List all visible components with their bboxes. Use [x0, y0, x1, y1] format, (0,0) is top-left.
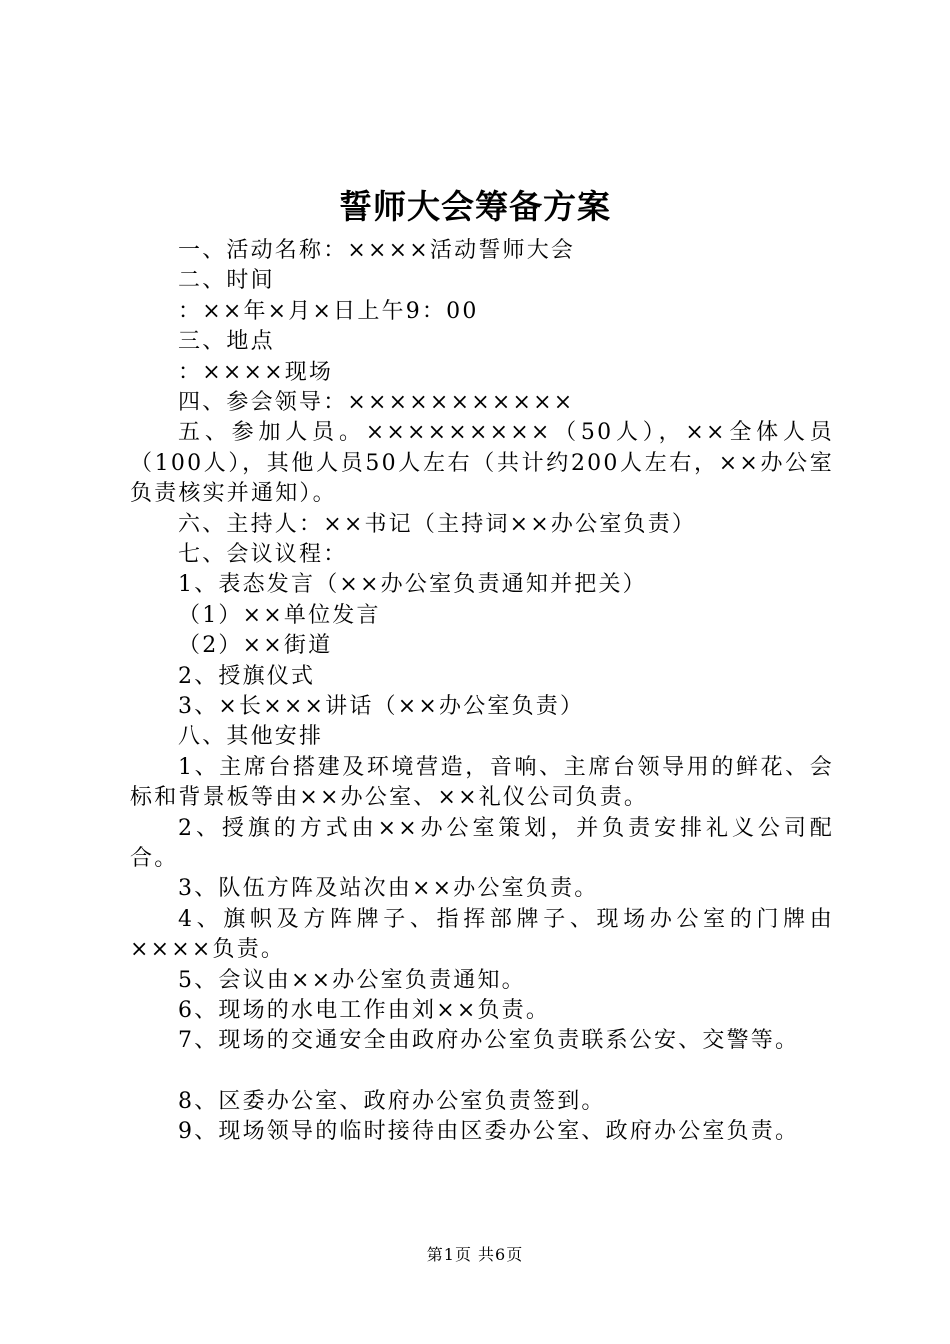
arrangement-item-5: 5、会议由××办公室负责通知。 — [178, 967, 526, 993]
participants-paragraph: 五、参加人员。×××××××××（50人），××全体人员（100人），其他人员50人左右（共计约200人左右，××办公室负责核实并通知）。 — [130, 420, 834, 507]
agenda-subitem-2: （2）××街道 — [178, 633, 333, 659]
arrangement-item-1: 1、主席台搭建及环境营造，音响、主席台领导用的鲜花、会标和背景板等由××办公室、××礼仪公司负责。 — [130, 754, 834, 811]
arrangement-item-8: 8、区委办公室、政府办公室负责签到。 — [178, 1089, 606, 1115]
agenda-heading: 七、会议议程： — [178, 541, 348, 567]
host-line: 六、主持人：××书记（主持词××办公室负责） — [178, 511, 697, 537]
agenda-subitem-1: （1）××单位发言 — [178, 602, 381, 628]
document-title: 誓师大会筹备方案 — [339, 187, 611, 226]
time-value: ：××年×月×日上午9：00 — [178, 298, 479, 324]
arrangement-item-3: 3、队伍方阵及站次由××办公室负责。 — [178, 876, 599, 902]
location-value: ：××××现场 — [178, 359, 334, 385]
leaders-line: 四、参会领导：××××××××××× — [178, 389, 575, 415]
page-footer: 第1页 共6页 — [426, 1245, 524, 1264]
time-heading: 二、时间 — [178, 268, 275, 294]
location-heading: 三、地点 — [178, 329, 275, 355]
agenda-item-1: 1、表态发言（××办公室负责通知并把关） — [178, 572, 647, 598]
activity-name-line: 一、活动名称：××××活动誓师大会 — [178, 238, 576, 263]
blank-line — [130, 1057, 834, 1087]
arrangement-item-2: 2、授旗的方式由××办公室策划，并负责安排礼义公司配合。 — [130, 815, 834, 871]
other-arrangements-heading: 八、其他安排 — [178, 724, 324, 750]
agenda-item-2: 2、授旗仪式 — [178, 663, 316, 689]
arrangement-item-7: 7、现场的交通安全由政府办公室负责联系公安、交警等。 — [178, 1028, 800, 1054]
agenda-item-3: 3、×长×××讲话（××办公室负责） — [178, 693, 585, 719]
arrangement-item-9: 9、现场领导的临时接待由区委办公室、政府办公室负责。 — [178, 1119, 800, 1145]
arrangement-item-4: 4、旗帜及方阵牌子、指挥部牌子、现场办公室的门牌由××××负责。 — [130, 906, 834, 963]
arrangement-item-6: 6、现场的水电工作由刘××负责。 — [178, 997, 551, 1023]
document-body — [130, 236, 834, 1148]
